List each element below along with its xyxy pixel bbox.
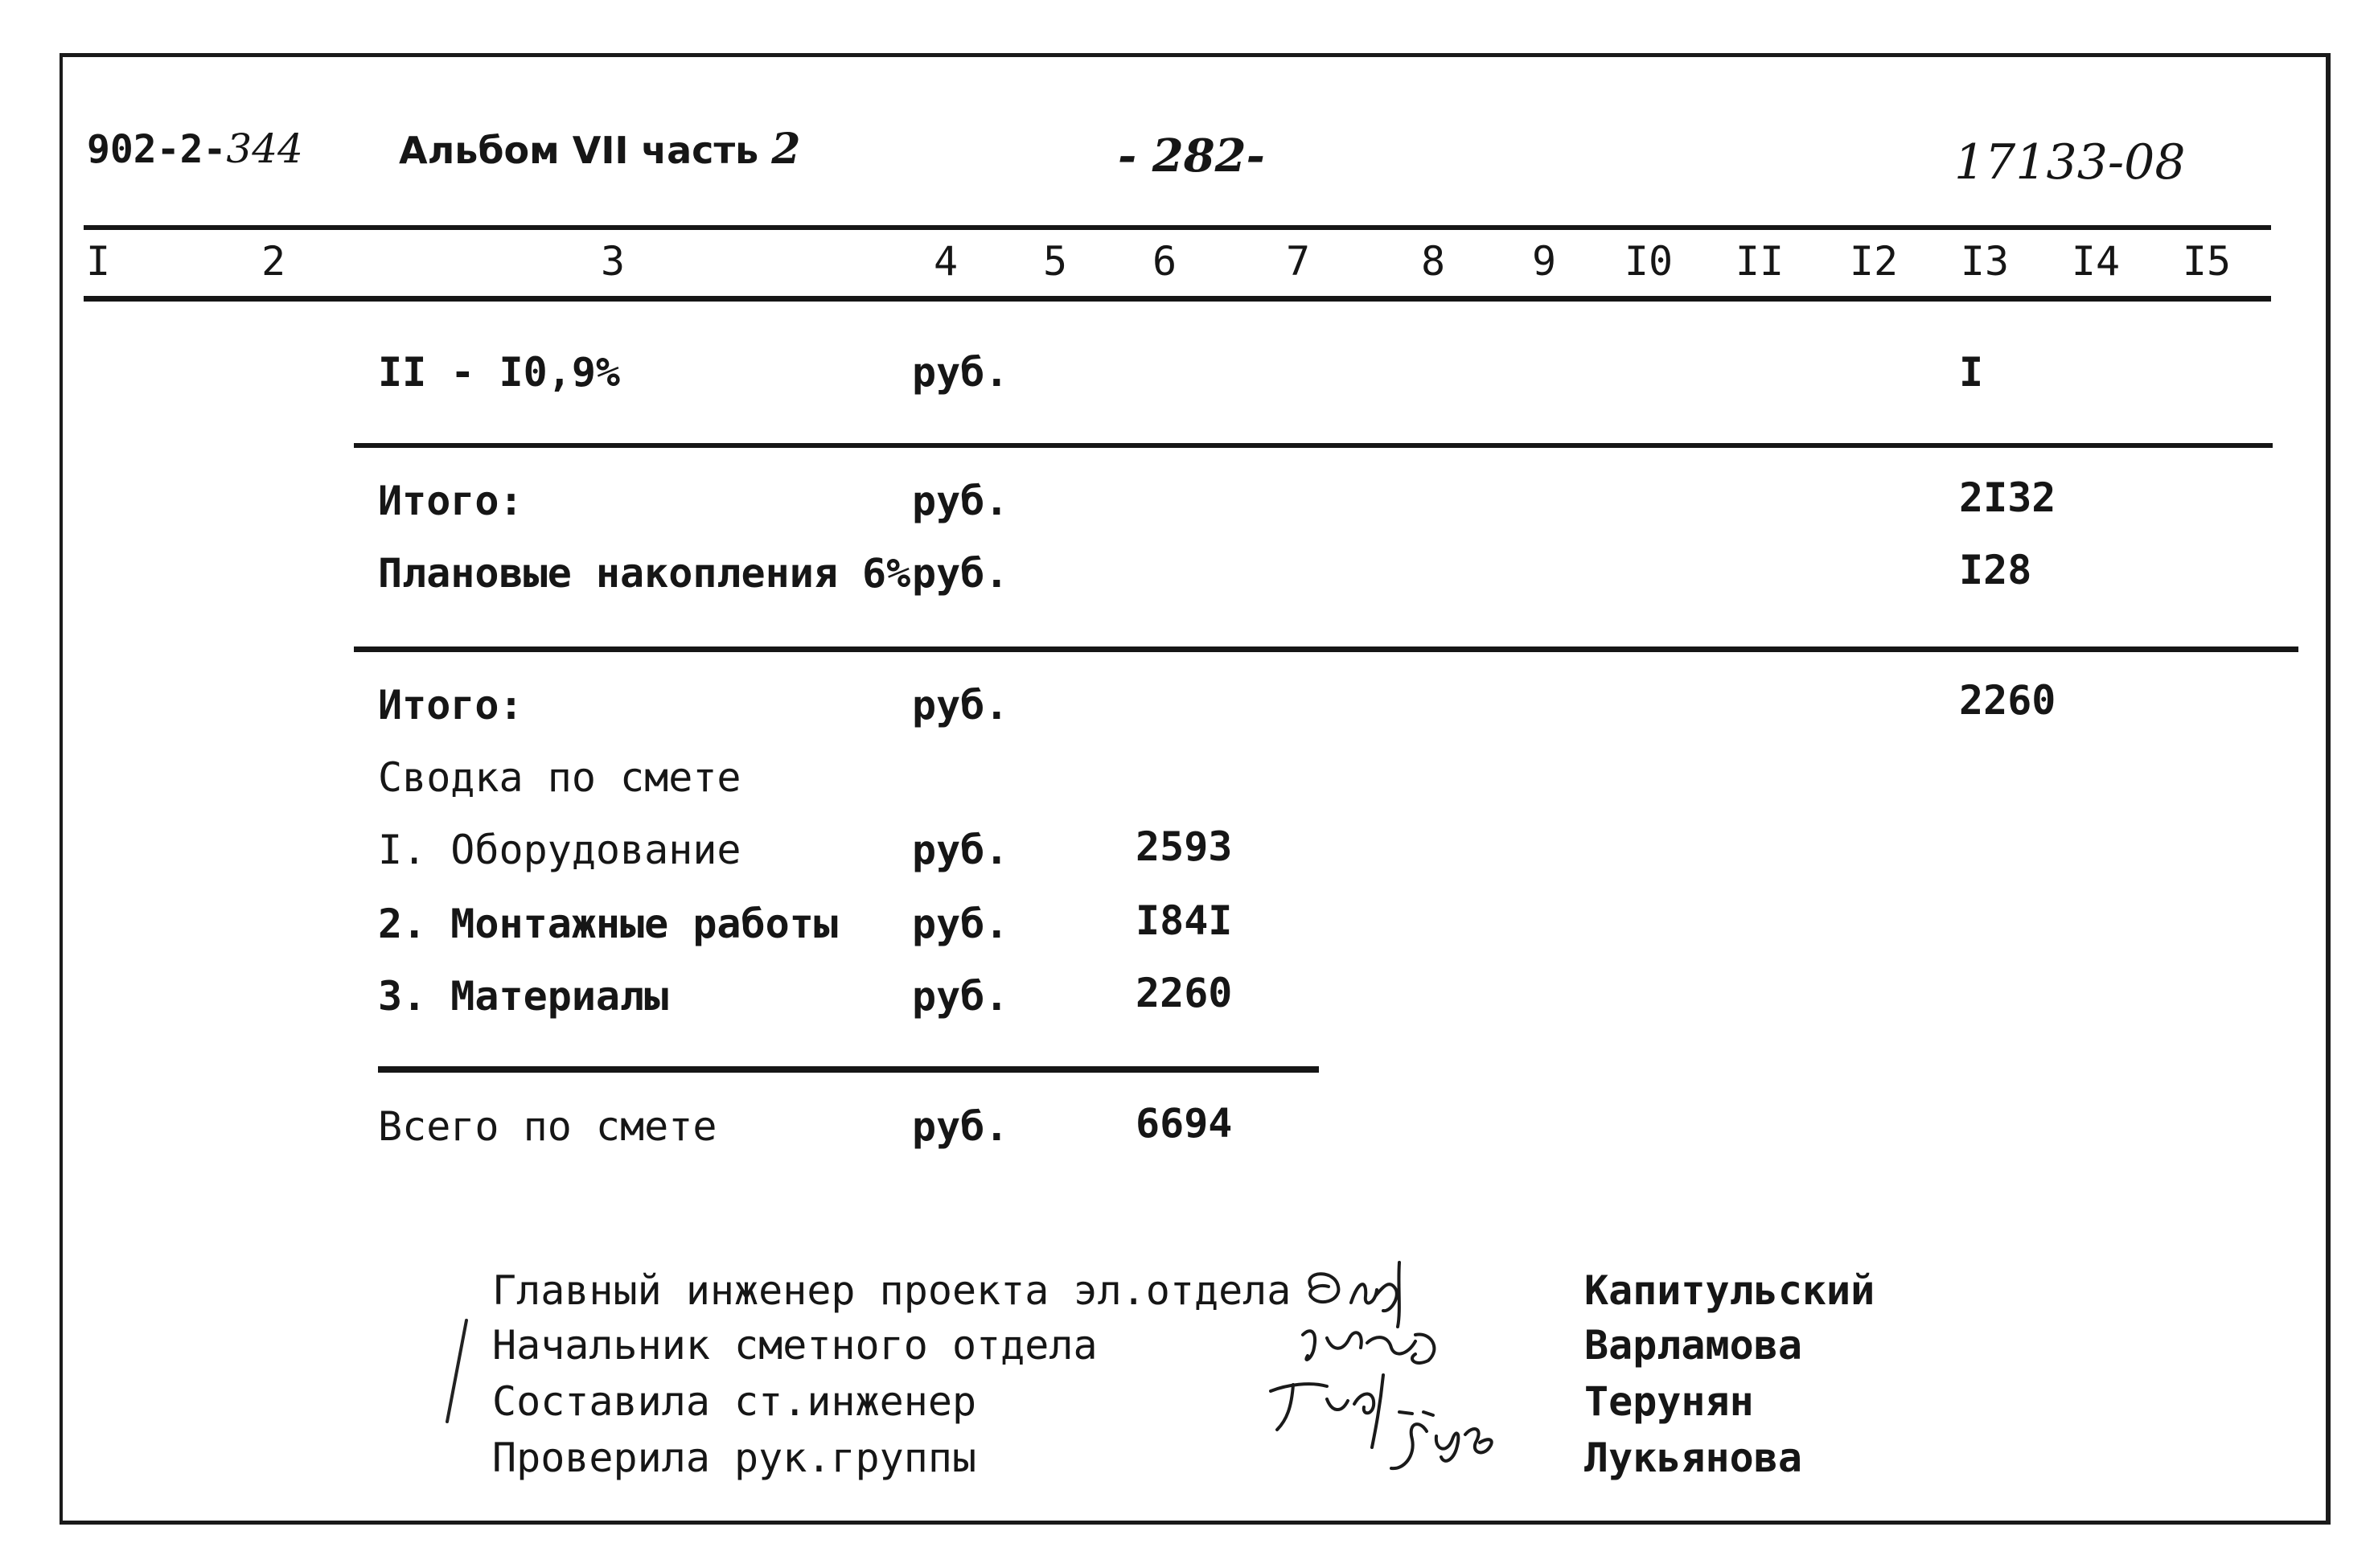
row-col13-value: I bbox=[1959, 349, 1984, 396]
column-number: I2 bbox=[1849, 238, 1899, 285]
column-number: I5 bbox=[2182, 238, 2232, 285]
column-number: 5 bbox=[1042, 238, 1068, 285]
section-rule bbox=[354, 646, 2298, 652]
section-rule bbox=[354, 443, 2273, 448]
project-code-printed: 902-2- bbox=[87, 127, 227, 172]
signature-role: Начальник сметного отдела bbox=[492, 1322, 1098, 1369]
page-number: - 282- bbox=[1118, 129, 1265, 183]
column-number: 4 bbox=[933, 238, 959, 285]
column-number: 9 bbox=[1531, 238, 1557, 285]
row-name: Итого: bbox=[378, 682, 524, 729]
margin-mark bbox=[441, 1316, 473, 1428]
row-col6-value: 6694 bbox=[1136, 1100, 1233, 1147]
row-col6-value: I84I bbox=[1136, 897, 1233, 944]
signature-name: Варламова bbox=[1584, 1322, 1802, 1369]
signature-name: Терунян bbox=[1584, 1378, 1754, 1425]
row-name: II - I0,9% bbox=[378, 349, 621, 396]
album-label bbox=[399, 125, 801, 174]
row-name: Сводка по смете bbox=[378, 754, 741, 801]
row-unit: руб. bbox=[912, 1103, 1009, 1150]
project-code-handwritten: 344 bbox=[226, 125, 303, 172]
row-unit: руб. bbox=[912, 349, 1009, 396]
total-rule bbox=[378, 1066, 1319, 1073]
album-part-handwritten: 2 bbox=[771, 125, 801, 174]
column-number: 7 bbox=[1285, 238, 1311, 285]
column-number: I4 bbox=[2071, 238, 2121, 285]
row-name: Всего по смете bbox=[378, 1103, 717, 1150]
row-name: Итого: bbox=[378, 478, 524, 524]
row-name: I. Оборудование bbox=[378, 827, 741, 873]
signature-role: Главный инженер проекта эл.отдела bbox=[492, 1267, 1292, 1314]
row-unit: руб. bbox=[912, 478, 1009, 524]
row-name: 2. Монтажные работы bbox=[378, 901, 838, 947]
column-number: 2 bbox=[261, 238, 286, 285]
row-col6-value: 2260 bbox=[1136, 970, 1233, 1016]
column-number: I3 bbox=[1960, 238, 2010, 285]
column-number: 8 bbox=[1420, 238, 1446, 285]
signature-name: Лукьянова bbox=[1584, 1435, 1802, 1481]
row-unit: руб. bbox=[912, 901, 1009, 947]
signature-role: Проверила рук.группы bbox=[492, 1435, 977, 1481]
column-number: 3 bbox=[600, 238, 626, 285]
handwritten-signatures bbox=[1255, 1254, 1528, 1496]
project-code bbox=[87, 125, 303, 172]
row-unit: руб. bbox=[912, 973, 1009, 1020]
signature-role: Составила ст.инженер bbox=[492, 1378, 977, 1425]
column-number: I bbox=[85, 238, 111, 285]
row-col13-value: I28 bbox=[1959, 547, 2032, 593]
document-number: 17133-08 bbox=[1954, 134, 2186, 191]
row-col13-value: 2260 bbox=[1959, 677, 2056, 724]
row-col6-value: 2593 bbox=[1136, 823, 1233, 870]
album-printed: Альбом VII часть bbox=[399, 129, 759, 172]
row-col13-value: 2I32 bbox=[1959, 474, 2056, 521]
signature-name: Капитульский bbox=[1584, 1267, 1875, 1314]
row-unit: руб. bbox=[912, 827, 1009, 873]
column-number: 6 bbox=[1152, 238, 1177, 285]
row-unit: руб. bbox=[912, 682, 1009, 729]
row-unit: руб. bbox=[912, 550, 1009, 597]
row-name: 3. Материалы bbox=[378, 973, 669, 1020]
header-top-rule bbox=[84, 225, 2271, 230]
row-name: Плановые накопления 6% bbox=[378, 550, 911, 597]
header-bottom-rule bbox=[84, 296, 2271, 302]
column-number: II bbox=[1735, 238, 1785, 285]
column-number: I0 bbox=[1624, 238, 1674, 285]
